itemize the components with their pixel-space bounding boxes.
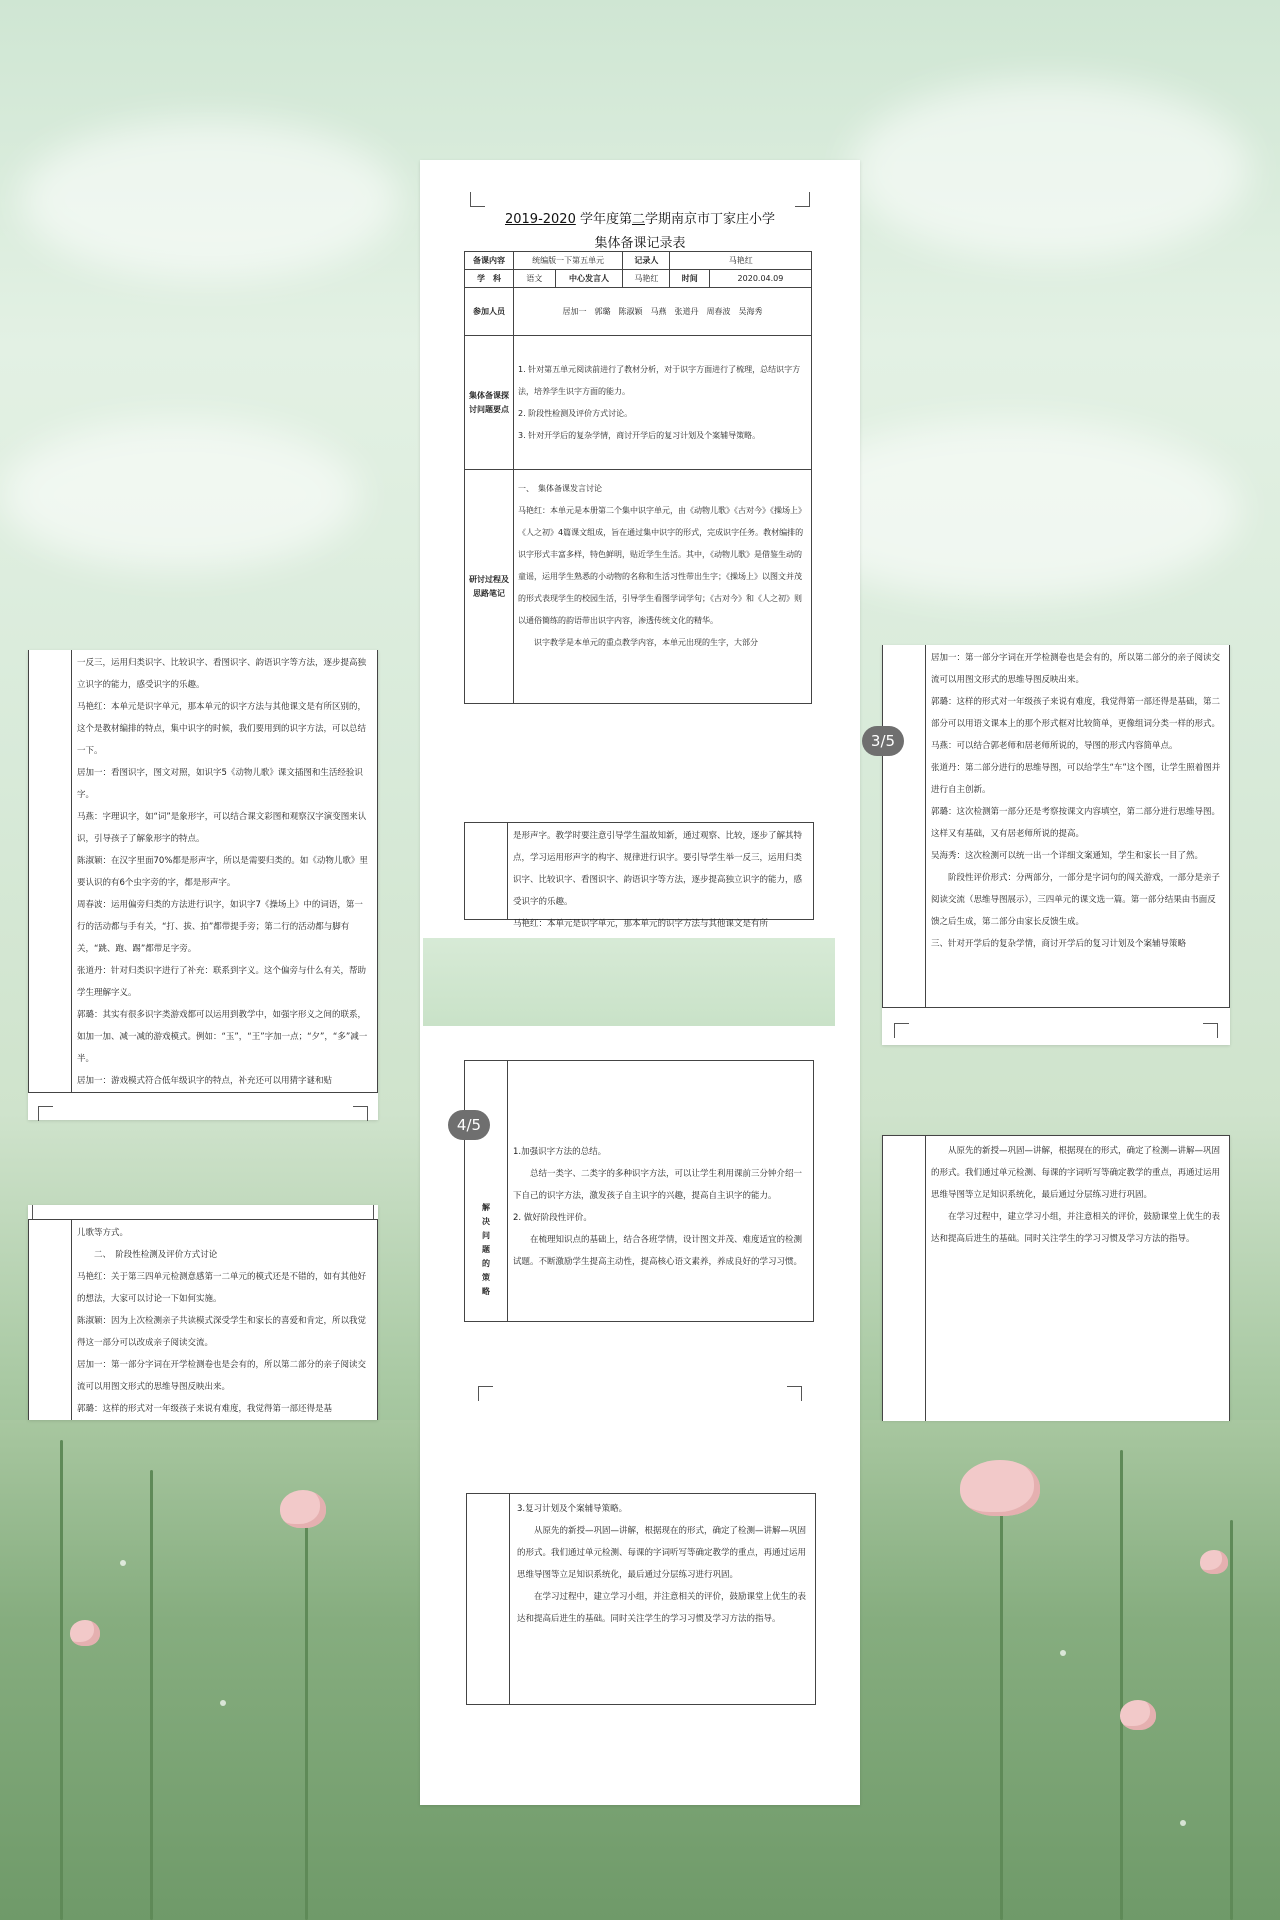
left-paragraph: 一反三，运用归类识字、比较识字、看图识字、韵语识字等方法，逐步提高独立识字的能力，感受识字的乐趣。 [77, 658, 367, 690]
left-text-box-2 [28, 1219, 378, 1420]
crop-mark [359, 1205, 374, 1220]
discussion-point-item: 3. 针对开学后的复杂学情，商讨开学后的复习计划及个案辅导策略。 [518, 430, 761, 440]
flower-stem [305, 1500, 308, 1920]
notes-paragraph: 识字教学是本单元的重点教学内容，本单元出现的生字，大部分 [534, 638, 758, 647]
left-paragraph: 张道丹：针对归类识字进行了补充：联系到字义。这个偏旁与什么有关，帮助学生理解字义。 [77, 966, 367, 998]
crop-mark [32, 1205, 47, 1220]
right-text-box [882, 645, 1230, 1008]
cloud-decoration [20, 120, 400, 280]
label-recorder: 记录人 [623, 252, 670, 270]
document-title: 2019-2020 学年度第二学期南京市丁家庄小学 [504, 212, 776, 227]
flower-stem [60, 1440, 63, 1920]
strategies-box [464, 1060, 814, 1322]
label-strategies: 解决问题的策略 [482, 1203, 490, 1296]
left-paragraph: 郭璐：其实有很多识字类游戏都可以运用到教学中，如强字形义之间的联系，如加一加、减一减的游戏模式。例如：“玉”，“王”字加一点；“夕”，“多”减一半。 [77, 1010, 368, 1064]
right-paragraph: 三、针对开学后的复杂学情，商讨开学后的复习计划及个案辅导策略 [931, 939, 1187, 949]
record-table [464, 251, 812, 704]
review-plan-text [517, 1498, 809, 1630]
left-paragraph: 儿歌等方式。 [77, 1228, 129, 1238]
flower-stem [1120, 1450, 1123, 1920]
continuation-text [513, 825, 807, 935]
right-paragraph: 郭璐：这样的形式对一年级孩子来说有难度，我觉得第一部还得是基础，第二部分可以用语文课本上的那个形式框对比较简单，更像组词分类一样的形式。 [931, 697, 1221, 729]
left-paragraph: 陈淑颖：在汉字里面70%都是形声字，所以是需要归类的。如《动物儿歌》里要认识的有6个虫字旁的字，都是形声字。 [77, 856, 368, 888]
flower-decoration [280, 1490, 326, 1528]
right-paragraph: 吴海秀：这次检测可以统一出一个详细文案通知，学生和家长一目了然。 [931, 851, 1204, 861]
strategy-item: 1.加强识字方法的总结。 [513, 1147, 607, 1157]
left-text [77, 652, 371, 1092]
speck-decoration [220, 1700, 226, 1706]
left-paragraph: 周春波：运用偏旁归类的方法进行识字，如识字7《操场上》中的词语，第一行的活动都与手有关，“打、拔、拍”都带提手旁；第二行的活动都与脚有关，“跳、跑、踢”都带足字旁。 [77, 900, 363, 954]
page-indicator-badge[interactable]: 3/5 [862, 726, 904, 756]
right-paragraph: 居加一：第一部分字词在开学检测卷也是会有的，所以第二部分的亲子阅读交流可以用图文形式的思维导图反映出来。 [931, 653, 1221, 685]
left-text-2 [77, 1222, 371, 1420]
cloud-decoration [0, 420, 360, 570]
review-plan-paragraph: 从原先的新授—巩固—讲解，根据现在的形式，确定了检测—讲解—巩固的形式。我们通过单元检测、每课的字词听写等确定教学的重点，再通过运用思维导图等立足知识系统化，最后通过分层练习进行巩固。 [517, 1526, 807, 1580]
left-heading: 二、 阶段性检测及评价方式讨论 [94, 1250, 218, 1260]
notes-heading: 一、 集体备课发言讨论 [518, 484, 602, 493]
speck-decoration [1180, 1820, 1186, 1826]
discussion-point-item: 2. 阶段性检测及评价方式讨论。 [518, 408, 633, 418]
flower-decoration [1200, 1550, 1228, 1574]
review-plan-box [466, 1493, 816, 1705]
process-notes [514, 470, 812, 704]
flower-decoration [70, 1620, 100, 1646]
crop-mark [795, 192, 810, 207]
left-document-page-2 [28, 1205, 378, 1420]
label-process-notes: 研讨过程及思路笔记 [465, 470, 514, 704]
right-document-page [882, 645, 1230, 1045]
label-participants: 参加人员 [465, 288, 514, 336]
cloud-decoration [850, 80, 1250, 260]
review-plan-paragraph: 在学习过程中，建立学习小组，并注意相关的评价，鼓励课堂上优生的表达和提高后进生的基础。同时关注学生的学习习惯及学习方法的指导。 [517, 1592, 807, 1624]
left-text-box [28, 650, 378, 1093]
review-plan-heading: 3.复习计划及个案辅导策略。 [517, 1504, 628, 1514]
time-value: 2020.04.09 [709, 270, 811, 288]
strategy-paragraph: 在梳理知识点的基础上，结合各班学情，设计图文并茂、难度适宜的检测试题。不断激励学生提高主动性，提高核心语文素养，养成良好的学习习惯。 [513, 1235, 803, 1267]
right-paragraph: 马燕：可以结合郭老师和居老师所说的，导图的形式内容简单点。 [931, 741, 1178, 751]
lesson-content-value: 统编版一下第五单元 [514, 252, 623, 270]
right-text-2 [931, 1140, 1223, 1250]
continuation-paragraph: 马艳红：本单元是识字单元，那本单元的识字方法与其他课文是有所 [513, 919, 769, 929]
recorder-value: 马艳红 [670, 252, 812, 270]
crop-mark [478, 1386, 493, 1401]
label-time: 时间 [670, 270, 709, 288]
continuation-box [464, 822, 814, 929]
left-document-page [28, 650, 378, 1120]
strategies-text [513, 1141, 807, 1273]
right-paragraph: 张道丹：第二部分进行的思维导图，可以给学生“车”这个图，让学生照着图并进行自主创新。 [931, 763, 1221, 795]
mist-overlay [423, 938, 835, 1026]
flower-stem [150, 1470, 153, 1920]
crop-mark [38, 1106, 53, 1121]
document-subtitle: 集体备课记录表 [594, 236, 686, 251]
label-subject: 学 科 [465, 270, 514, 288]
right-document-page-2 [882, 1135, 1230, 1420]
left-paragraph: 马艳红：关于第三四单元检测意感第一二单元的模式还是不错的，如有其他好的想法，大家可以讨论一下如何实施。 [77, 1272, 367, 1304]
crop-mark [894, 1023, 909, 1038]
left-paragraph: 居加一：游戏模式符合低年级识字的特点，补充还可以用猜字谜和贴 [77, 1076, 333, 1086]
strategy-item: 2. 做好阶段性评价。 [513, 1213, 592, 1223]
speaker-value: 马艳红 [623, 270, 670, 288]
crop-mark [353, 1106, 368, 1121]
crop-mark [787, 1386, 802, 1401]
crop-mark [1203, 1023, 1218, 1038]
right-paragraph: 阶段性评价形式：分两部分，一部分是字词句的闯关游戏，一部分是亲子阅读交流（思维导图展示），三四单元的课文选一篇。第一部分结果由书面反馈之后生成，第二部分由家长反馈生成。 [931, 873, 1221, 927]
crop-mark [470, 192, 485, 207]
right-paragraph: 从原先的新授—巩固—讲解，根据现在的形式，确定了检测—讲解—巩固的形式。我们通过单元检测、每课的字词听写等确定教学的重点，再通过运用思维导图等立足知识系统化，最后通过分层练习进行巩固。 [931, 1146, 1221, 1200]
flower-decoration [960, 1460, 1040, 1516]
left-paragraph: 居加一：第一部分字词在开学检测卷也是会有的，所以第二部分的亲子阅读交流可以用图文形式的思维导图反映出来。 [77, 1360, 367, 1392]
right-paragraph: 在学习过程中，建立学习小组，并注意相关的评价，鼓励课堂上优生的表达和提高后进生的基础。同时关注学生的学习习惯及学习方法的指导。 [931, 1212, 1221, 1244]
participants-value: 居加一 郭璐 陈淑颖 马燕 张道丹 周春波 吴海秀 [514, 288, 812, 336]
flower-decoration [1120, 1700, 1156, 1730]
page-indicator-badge[interactable]: 4/5 [448, 1110, 490, 1140]
left-paragraph: 马艳红：本单元是识字单元，那本单元的识字方法与其他课文是有所区别的，这个是教材编排的特点，集中识字的时候，我们要用到的识字方法，可以总结一下。 [77, 702, 367, 756]
flower-stem [1230, 1520, 1233, 1920]
label-discussion-points: 集体备课探讨问题要点 [465, 336, 514, 470]
subject-value: 语文 [514, 270, 556, 288]
left-paragraph: 马燕：字理识字，如“词”是象形字，可以结合课文彩图和观察汉字演变图来认识，引导孩子了解象形字的特点。 [77, 812, 367, 844]
left-paragraph: 郭璐：这样的形式对一年级孩子来说有难度，我觉得第一部还得是基 [77, 1404, 333, 1414]
left-paragraph: 陈淑颖：因为上次检测亲子共读模式深受学生和家长的喜爱和肯定，所以我觉得这一部分可以改成亲子阅读交流。 [77, 1316, 367, 1348]
label-speaker: 中心发言人 [555, 270, 622, 288]
left-paragraph: 居加一：看图识字，图文对照，如识字5《动物儿歌》课文插图和生活经验识字。 [77, 768, 363, 800]
label-lesson-content: 备课内容 [465, 252, 514, 270]
strategy-paragraph: 总结一类字、二类字的多种识字方法，可以让学生利用课前三分钟介绍一下自己的识字方法，激发孩子自主识字的兴趣，提高自主识字的能力。 [513, 1169, 803, 1201]
flower-stem [1000, 1470, 1003, 1920]
discussion-points [514, 336, 812, 470]
right-paragraph: 郭璐：这次检测第一部分还是考察按课文内容填空，第二部分进行思维导图。这样又有基础，又有居老师所说的提高。 [931, 807, 1221, 839]
notes-paragraph: 马艳红：本单元是本册第二个集中识字单元，由《动物儿歌》《古对今》《操场上》《人之初》4篇课文组成，旨在通过集中识字的形式，完成识字任务。教材编排的识字形式丰富多样，特色鲜明，贴近学生生活。其中，《动物儿歌》是借鉴生动的童谣，运用学生熟悉的小动物的名称和生活习性带出生字；《操场上》以图文并茂的形式表现学生的校园生活，引导学生看图学词学句；《古对今》和《人之初》则以通俗簡练的韵语带出识字内容，渗透传统文化的精华。 [518, 506, 806, 625]
right-text [931, 647, 1223, 955]
speck-decoration [1060, 1650, 1066, 1656]
right-text-box-2 [882, 1135, 1230, 1421]
speck-decoration [120, 1560, 126, 1566]
discussion-point-item: 1. 针对第五单元阅读前进行了教材分析，对于识字方面进行了梳理，总结识字方法，培养学生识字方面的能力。 [518, 364, 801, 396]
continuation-paragraph: 是形声字。教学时要注意引导学生温故知新，通过观察、比较，逐步了解其特点，学习运用形声字的构字、规律进行识字。要引导学生举一反三，运用归类识字、比较识字、看图识字、韵语识字等方法，逐步提高独立识字的能力，感受识字的乐趣。 [513, 831, 803, 907]
